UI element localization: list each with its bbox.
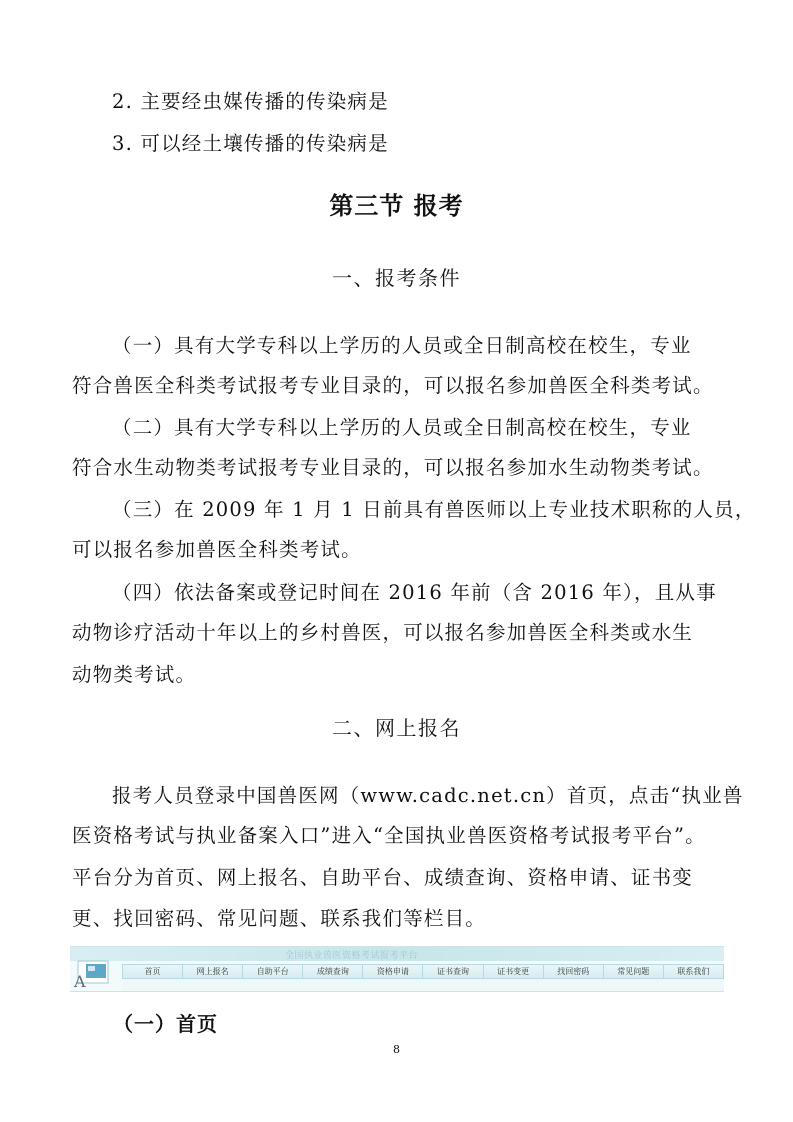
nav-item-self-service[interactable]: 自助平台 [243,965,303,978]
paragraph-line: （二）具有大学专科以上学历的人员或全日制高校在校生，专业 [112,416,692,439]
nav-item-faq[interactable]: 常见问题 [604,965,664,978]
section-title: 第三节 报考 [329,192,464,220]
paragraph-line: 更、找回密码、常见问题、联系我们等栏目。 [72,907,487,930]
list-item: 3. 可以经土壤传播的传染病是 [112,132,389,155]
nav-item-contact-us[interactable]: 联系我们 [677,967,710,976]
nav-item-home[interactable]: 首页 [123,965,183,978]
nav-item-certificate-change[interactable]: 证书变更 [484,965,544,978]
nav-item-certificate-query[interactable]: 证书查询 [423,965,483,978]
platform-navbar-screenshot [70,946,724,992]
paragraph-line: 符合水生动物类考试报考专业目录的，可以报名参加水生动物类考试。 [72,456,714,479]
paragraph-line: 平台分为首页、网上报名、自助平台、成绩查询、资格申请、证书变 [72,866,694,889]
nav-item-online-registration[interactable]: 网上报名 [183,965,243,978]
page-number: 8 [393,1043,400,1056]
paragraph-line: 动物诊疗活动十年以上的乡村兽医，可以报名参加兽医全科类或水生 [72,621,694,644]
paragraph-line: （四）依法备案或登记时间在 2016 年前（含 2016 年），且从事 [112,581,717,604]
paragraph-line: （三）在 2009 年 1 月 1 日前具有兽医师以上专业技术职称的人员， [112,498,756,521]
paragraph-line: 符合兽医全科类考试报考专业目录的，可以报名参加兽医全科类考试。 [72,374,714,397]
nav-item-recover-password[interactable]: 找回密码 [544,965,604,978]
paragraph-line: 可以报名参加兽医全科类考试。 [72,538,362,561]
paragraph-line: 动物类考试。 [72,663,197,686]
list-item: 2. 主要经虫媒传播的传染病是 [112,90,389,113]
paragraph-line: （一）具有大学专科以上学历的人员或全日制高校在校生，专业 [112,334,692,357]
subhead-online: 二、网上报名 [332,716,461,740]
paragraph-line: 报考人员登录中国兽医网（www.cadc.net.cn）首页，点击“执业兽 [112,784,744,807]
svg-text:A: A [74,972,86,989]
navbar-menu [122,964,724,979]
subhead-conditions: 一、报考条件 [332,266,461,290]
navbar-faded-title: 全国执业兽医资格考试报考平台 [285,951,419,961]
paragraph-line: 医资格考试与执业备案入口”进入“全国执业兽医资格考试报考平台”。 [72,824,706,847]
nav-item-qualification-apply[interactable]: 资格申请 [363,965,423,978]
subsection-title: （一）首页 [113,1012,218,1036]
navbar-underbar [122,979,724,991]
platform-logo-icon [72,957,120,989]
nav-item-score-query[interactable]: 成绩查询 [303,965,363,978]
